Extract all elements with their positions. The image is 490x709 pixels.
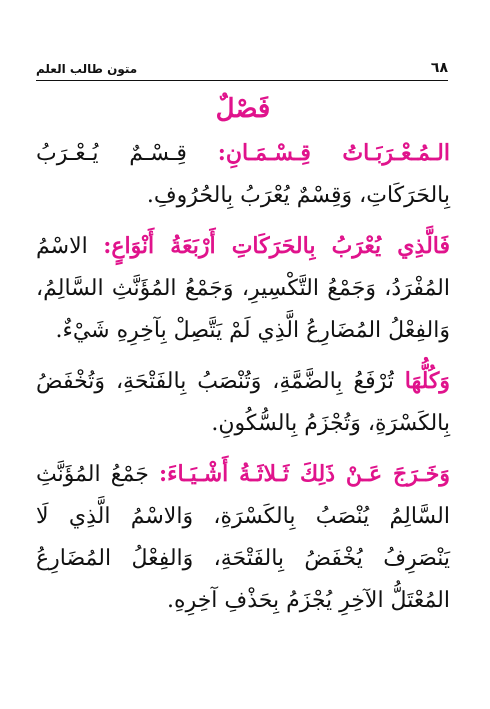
paragraph-harakat — [36, 225, 450, 352]
section-title: فَصْلٌ — [215, 94, 271, 124]
paragraph-lead: الـمُـعْـرَبَـاتُ قِـسْـمَـانِ: — [217, 140, 450, 166]
paragraph-lead: وَكُلُّهَا — [404, 368, 450, 394]
running-head — [36, 54, 448, 81]
paragraph-body: قِـسْـمٌ يُـعْـرَبُ بِالحَرَكَاتِ، وَقِسْمٌ يُعْرَبُ بِالحُرُوفِ. — [36, 141, 450, 208]
page-number: ٦٨ — [430, 60, 448, 76]
book-title: متون طالب العلم — [36, 62, 138, 76]
paragraph-lead: فَالَّذِي يُعْرَبُ بِالحَرَكَاتِ أَرْبَعَةُ أَنْوَاعٍ: — [103, 233, 450, 259]
paragraph-body: جَمْعُ المُؤَنَّثِ السَّالِمُ يُنْصَبُ بِالكَسْرَةِ، وَالاسْمُ الَّذِي لَا يَنْصَرِفُ يُخْفَضُ بِالفَتْحَةِ، وَالفِعْلُ المُضَارِعُ المُعْتَلُّ الآخِرِ يُجْزَمُ بِحَذْفِ آخِرِهِ. — [36, 462, 450, 613]
paragraph-kulluha — [36, 360, 450, 445]
paragraph-body: تُرْفَعُ بِالضَّمَّةِ، وَتُنْصَبُ بِالفَتْحَةِ، وَتُخْفَضُ بِالكَسْرَةِ، وَتُجْزَمُ بِالسُّكُونِ. — [36, 369, 450, 436]
page-body — [36, 90, 450, 628]
paragraph-lead: وَخَـرَجَ عَـنْ ذَلِكَ ثَـلاثَـةُ أَشْـيَـاءَ: — [159, 461, 451, 487]
paragraph-body: الاسْمُ المُفْرَدُ، وَجَمْعُ التَّكْسِيرِ، وَجَمْعُ المُؤَنَّثِ السَّالِمُ، وَالفِعْلُ المُضَارِعُ الَّذِي لَمْ يَتَّصِلْ بِآخِرِهِ شَيْءٌ. — [36, 234, 450, 343]
paragraph-murabat — [36, 132, 450, 217]
paragraph-exceptions — [36, 453, 450, 622]
